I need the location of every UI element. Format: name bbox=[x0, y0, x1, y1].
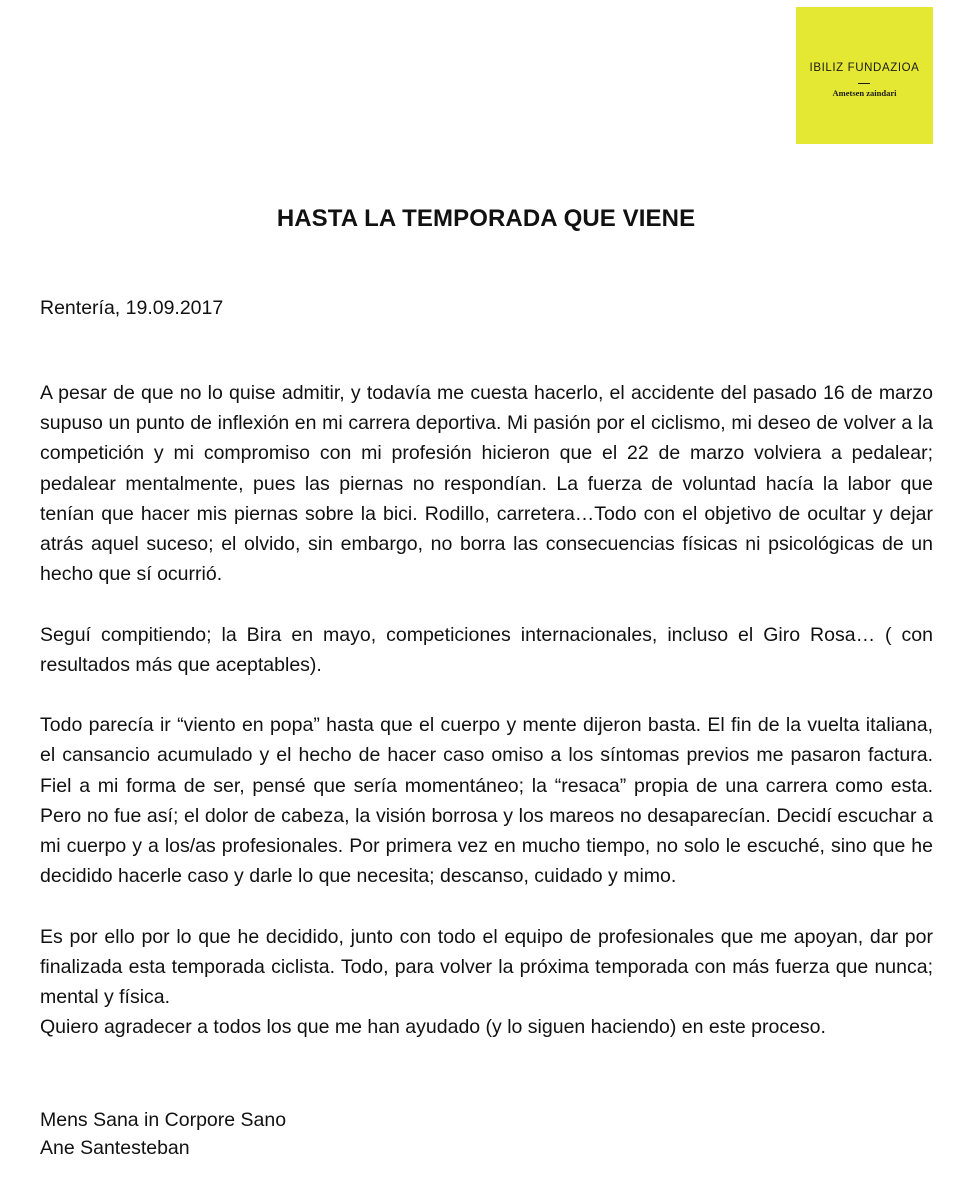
paragraph: Todo parecía ir “viento en popa” hasta que el cuerpo y mente dijeron basta. El fin de la vuelta italiana, el cansancio acumulado y el hecho de hacer caso omiso a los síntomas previos me pasaron factura. Fiel a mi forma de ser, pensé que sería momentáneo; la “resaca” propia de una carrera como esta. Pero no fue así; el dolor de cabeza, la visión borrosa y los mareos no desaparecían. Decidí escuchar a mi cuerpo y a los/as profesionales. Por primera vez en mucho tiempo, no solo le escuché, sino que he decidido hacerle caso y darle lo que necesita; descanso, cuidado y mimo. bbox=[40, 714, 933, 888]
logo-tagline: Ametsen zaindari bbox=[832, 88, 897, 98]
paragraph: A pesar de que no lo quise admitir, y todavía me cuesta hacerlo, el accidente del pasado 16 de marzo supuso un punto de inflexión en mi carrera deportiva. Mi pasión por el ciclismo, mi deseo de volver a la competición y mi compromiso con mi profesión hicieron que el 22 de marzo volviera a pedalear; pedalear mentalmente, pues las piernas no respondían. La fuerza de voluntad hacía la labor que tenían que hacer mis piernas sobre la bici. Rodillo, carretera…Todo con el objetivo de ocultar y dejar atrás aquel suceso; el olvido, sin embargo, no borra las consecuencias físicas ni psicológicas de un hecho que sí ocurrió. bbox=[40, 382, 933, 586]
date-line: Rentería, 19.09.2017 bbox=[40, 297, 224, 319]
closing-motto: Mens Sana in Corpore Sano bbox=[40, 1109, 287, 1131]
paragraph: Es por ello por lo que he decidido, junto con todo el equipo de profesionales que me apoyan, dar por finalizada esta temporada ciclista. Todo, para volver la próxima temporada con más fuerza que nunca; mental y física. bbox=[40, 925, 933, 1009]
foundation-logo bbox=[796, 7, 933, 144]
paragraph: Quiero agradecer a todos los que me han ayudado (y lo siguen haciendo) en este proceso. bbox=[40, 1016, 826, 1039]
signature: Ane Santesteban bbox=[40, 1137, 190, 1159]
page-title: HASTA LA TEMPORADA QUE VIENE bbox=[276, 205, 696, 232]
logo-divider bbox=[858, 83, 870, 84]
logo-name: IBILIZ FUNDAZIOA bbox=[809, 62, 920, 74]
closing-block bbox=[40, 1106, 286, 1162]
paragraph: Seguí compitiendo; la Bira en mayo, competiciones internacionales, incluso el Giro Rosa… ( con resultados más que aceptables). bbox=[40, 623, 933, 676]
letter-body bbox=[40, 378, 933, 1042]
